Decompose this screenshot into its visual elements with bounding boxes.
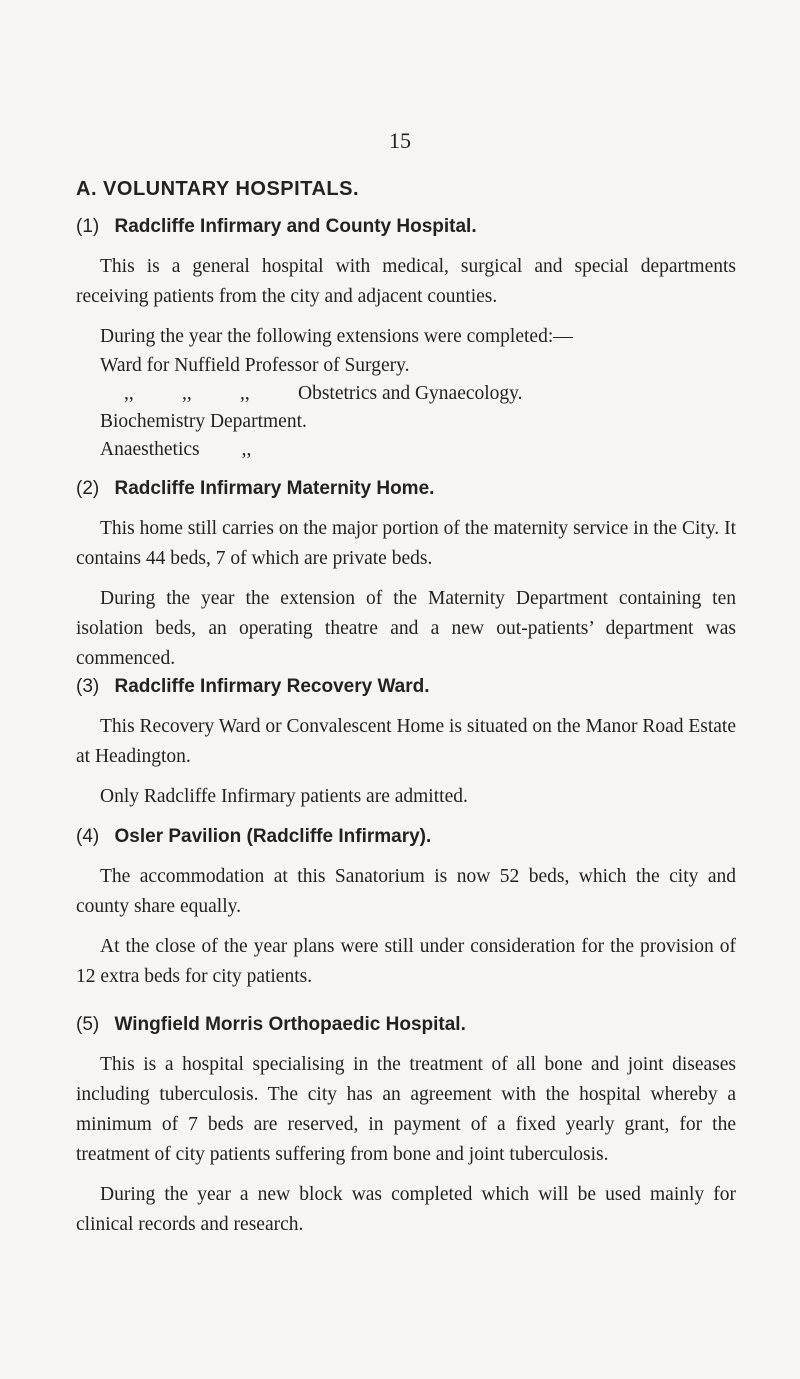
list-item-text: Obstetrics and Gynaecology. [298, 383, 523, 404]
ditto-mark: ,, [182, 383, 192, 404]
section-2-heading [76, 478, 736, 500]
paragraph: This home still carries on the major portion of the maternity service in the City. It contains 44 beds, 7 of which are private beds. [76, 518, 736, 569]
section-heading: A. VOLUNTARY HOSPITALS. [76, 178, 359, 200]
paragraph: During the year the following extensions were completed:— [100, 326, 573, 347]
paragraph: At the close of the year plans were still under consideration for the provision of 12 extra beds for city patients. [76, 936, 736, 987]
ditto-mark: ,, [241, 439, 252, 460]
section-title: Radcliffe Infirmary and County Hospital. [114, 216, 477, 237]
paragraph: During the year the extension of the Maternity Department containing ten isolation beds, an operating theatre and a new out-patients’ department was commenced. [76, 588, 736, 669]
page-number: 15 [389, 128, 411, 153]
section-4-heading [76, 826, 736, 848]
section-title: Wingfield Morris Orthopaedic Hospital. [114, 1014, 466, 1035]
section-number: (2) [76, 478, 100, 499]
section-3-heading [76, 676, 736, 698]
section-2 [76, 478, 736, 684]
section-4 [76, 826, 736, 1002]
section-title: Osler Pavilion (Radcliffe Infirmary). [114, 826, 432, 847]
paragraph: Only Radcliffe Infirmary patients are admitted. [100, 786, 468, 807]
section-title: Radcliffe Infirmary Recovery Ward. [114, 676, 430, 697]
section-5-heading [76, 1014, 736, 1036]
extensions-list [100, 352, 736, 464]
section-5 [76, 1014, 736, 1250]
section-1-heading [76, 216, 736, 238]
list-item-text: Anaesthetics [100, 439, 200, 460]
ditto-mark: ,, [124, 383, 134, 404]
paragraph: This Recovery Ward or Convalescent Home is situated on the Manor Road Estate at Headington. [76, 716, 736, 767]
section-number: (3) [76, 676, 100, 697]
section-3 [76, 676, 736, 822]
paragraph: During the year a new block was completed which will be used mainly for clinical records and research. [76, 1184, 736, 1235]
section-number: (1) [76, 216, 100, 237]
list-item: Ward for Nuffield Professor of Surgery. [100, 355, 410, 376]
list-item [100, 436, 736, 464]
paragraph: This is a general hospital with medical, surgical and special departments receiving patients from the city and adjacent counties. [76, 256, 736, 307]
section-1 [76, 216, 736, 464]
section-number: (4) [76, 826, 100, 847]
list-item: Biochemistry Department. [100, 411, 307, 432]
section-number: (5) [76, 1014, 100, 1035]
section-title: Radcliffe Infirmary Maternity Home. [114, 478, 435, 499]
ditto-mark: ,, [240, 383, 250, 404]
paragraph: This is a hospital specialising in the treatment of all bone and joint diseases including tuberculosis. The city has an agreement with the hospital whereby a minimum of 7 beds are reserved, in payment of a fixed yearly grant, for the treatment of city patients suffering from bone and joint tuberculosis. [76, 1054, 736, 1165]
paragraph: The accommodation at this Sanatorium is now 52 beds, which the city and county share equally. [76, 866, 736, 917]
list-item [100, 380, 736, 408]
